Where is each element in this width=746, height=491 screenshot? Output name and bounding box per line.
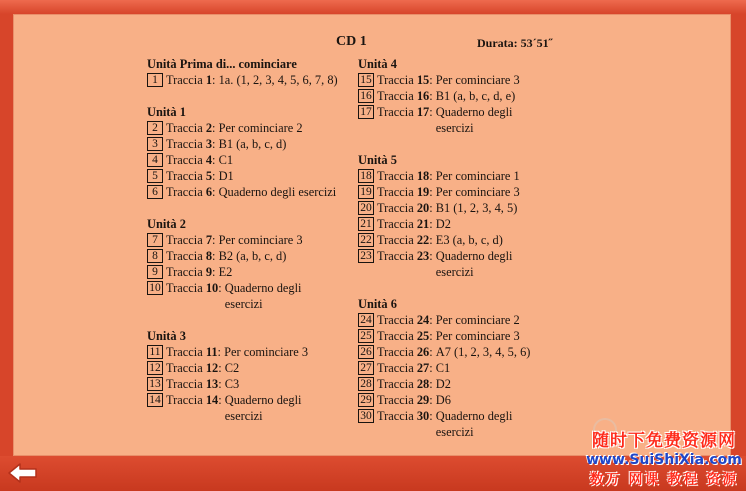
- track-description: B1 (a, b, c, d): [218, 137, 287, 151]
- circle-decoration: [593, 418, 617, 442]
- track-label: Traccia 3:: [166, 137, 219, 151]
- track-word: Traccia: [166, 249, 203, 263]
- bottom-toolbar: [0, 456, 746, 491]
- track-description: Per cominciare 3: [435, 73, 520, 87]
- track-description: C2: [224, 361, 240, 375]
- track-number-bold: 14: [205, 393, 219, 407]
- track-row[interactable]: [147, 120, 357, 136]
- track-row[interactable]: [358, 200, 558, 216]
- track-word: Traccia: [377, 409, 414, 423]
- track-label: Traccia 19:: [377, 185, 436, 199]
- track-number-bold: 29: [416, 393, 430, 407]
- track-number-bold: 16: [416, 89, 430, 103]
- track-number-box: 3: [147, 137, 163, 151]
- track-description: Per cominciare 3: [435, 329, 520, 343]
- track-description: Per cominciare 1: [435, 169, 520, 183]
- track-number-box: 2: [147, 121, 163, 135]
- track-row[interactable]: [147, 184, 357, 200]
- track-label: Traccia 24:: [377, 313, 436, 327]
- track-label: Traccia 27:: [377, 361, 436, 375]
- track-word: Traccia: [166, 233, 203, 247]
- track-number-box: 1: [147, 73, 163, 87]
- track-number-bold: 10: [205, 281, 219, 295]
- track-word: Traccia: [377, 105, 414, 119]
- track-number-bold: 12: [205, 361, 219, 375]
- track-description: B1 (a, b, c, d, e): [435, 89, 516, 103]
- cd-title: CD 1: [336, 34, 367, 49]
- track-word: Traccia: [377, 89, 414, 103]
- track-row[interactable]: [358, 408, 558, 440]
- track-description: D2: [435, 377, 451, 391]
- track-number-box: 8: [147, 249, 163, 263]
- track-row[interactable]: [147, 168, 357, 184]
- track-description: Per cominciare 3: [224, 345, 309, 359]
- track-row[interactable]: [358, 312, 558, 328]
- track-label: Traccia 2:: [166, 121, 219, 135]
- track-description: Quaderno degli esercizi: [435, 105, 513, 135]
- track-label: Traccia 22:: [377, 233, 436, 247]
- unit-group: [147, 56, 357, 88]
- track-label: Traccia 13:: [166, 377, 225, 391]
- track-number-bold: 23: [416, 249, 430, 263]
- track-row[interactable]: [147, 72, 357, 88]
- back-button[interactable]: [6, 460, 40, 486]
- unit-group: [147, 216, 357, 312]
- track-label: Traccia 17:: [377, 105, 436, 119]
- track-row[interactable]: [358, 232, 558, 248]
- watermark-line-2: www.SuiShiXia.com: [586, 452, 742, 468]
- track-description: Quaderno degli esercizi: [224, 281, 302, 311]
- duration-label: Durata: 53´51˝: [477, 36, 553, 50]
- track-number-bold: 28: [416, 377, 430, 391]
- track-word: Traccia: [377, 393, 414, 407]
- track-description: Per cominciare 3: [435, 185, 520, 199]
- track-description: Quaderno degli esercizi: [435, 249, 513, 279]
- track-word: Traccia: [377, 73, 414, 87]
- track-number-box: 18: [358, 169, 374, 183]
- track-word: Traccia: [377, 169, 414, 183]
- track-number-box: 12: [147, 361, 163, 375]
- track-number-box: 28: [358, 377, 374, 391]
- track-description: Per cominciare 2: [218, 121, 303, 135]
- track-row[interactable]: [358, 168, 558, 184]
- track-label: Traccia 29:: [377, 393, 436, 407]
- track-number-bold: 17: [416, 105, 430, 119]
- track-label: Traccia 7:: [166, 233, 219, 247]
- track-description: C1: [435, 361, 451, 375]
- track-description: Quaderno degli esercizi: [435, 409, 513, 439]
- track-description: Per cominciare 2: [435, 313, 520, 327]
- track-number-bold: 8: [205, 249, 213, 263]
- track-word: Traccia: [377, 329, 414, 343]
- track-number-bold: 7: [205, 233, 213, 247]
- track-number-bold: 3: [205, 137, 213, 151]
- track-label: Traccia 25:: [377, 329, 436, 343]
- track-label: Traccia 28:: [377, 377, 436, 391]
- track-number-bold: 18: [416, 169, 430, 183]
- track-number-box: 14: [147, 393, 163, 407]
- track-word: Traccia: [166, 361, 203, 375]
- track-description: D1: [218, 169, 234, 183]
- track-label: Traccia 18:: [377, 169, 436, 183]
- track-row[interactable]: [147, 280, 357, 312]
- track-number-box: 4: [147, 153, 163, 167]
- track-number-box: 7: [147, 233, 163, 247]
- track-label: Traccia 26:: [377, 345, 436, 359]
- track-description: C3: [224, 377, 240, 391]
- watermark-line-3: 数万 网课 教程 资源: [589, 472, 739, 488]
- track-label: Traccia 12:: [166, 361, 225, 375]
- track-number-box: 21: [358, 217, 374, 231]
- track-row[interactable]: [358, 72, 558, 88]
- track-number-bold: 9: [205, 265, 213, 279]
- track-word: Traccia: [377, 185, 414, 199]
- track-label: Traccia 23:: [377, 249, 436, 263]
- track-word: Traccia: [377, 217, 414, 231]
- track-word: Traccia: [166, 345, 203, 359]
- track-number-box: 5: [147, 169, 163, 183]
- track-number-bold: 21: [416, 217, 430, 231]
- track-row[interactable]: [358, 216, 558, 232]
- track-number-bold: 6: [205, 185, 213, 199]
- track-number-box: 16: [358, 89, 374, 103]
- unit-title: Unità 1: [147, 105, 186, 119]
- track-label: Traccia 9:: [166, 265, 219, 279]
- track-number-box: 10: [147, 281, 163, 295]
- track-description: Quaderno degli esercizi: [224, 393, 302, 423]
- track-row[interactable]: [358, 328, 558, 344]
- track-number-bold: 22: [416, 233, 430, 247]
- unit-group: [358, 296, 558, 440]
- track-description: E3 (a, b, c, d): [435, 233, 503, 247]
- track-number-bold: 4: [205, 153, 213, 167]
- unit-title: Unità Prima di... cominciare: [147, 57, 297, 71]
- track-number-bold: 13: [205, 377, 219, 391]
- track-description: Per cominciare 3: [218, 233, 303, 247]
- track-number-bold: 19: [416, 185, 430, 199]
- track-number-bold: 1: [205, 73, 213, 87]
- track-word: Traccia: [166, 153, 203, 167]
- track-description: E2: [218, 265, 233, 279]
- track-number-bold: 26: [416, 345, 430, 359]
- track-label: Traccia 5:: [166, 169, 219, 183]
- track-word: Traccia: [166, 121, 203, 135]
- track-row[interactable]: [147, 376, 357, 392]
- track-number-box: 29: [358, 393, 374, 407]
- track-row[interactable]: [358, 184, 558, 200]
- unit-title: Unità 4: [358, 57, 397, 71]
- track-label: Traccia 15:: [377, 73, 436, 87]
- track-number-box: 15: [358, 73, 374, 87]
- track-number-bold: 24: [416, 313, 430, 327]
- track-row[interactable]: [358, 360, 558, 376]
- track-number-box: 6: [147, 185, 163, 199]
- track-number-bold: 20: [416, 201, 430, 215]
- track-row[interactable]: [358, 104, 558, 136]
- track-label: Traccia 6:: [166, 185, 219, 199]
- track-word: Traccia: [377, 361, 414, 375]
- unit-group: [147, 104, 357, 200]
- track-word: Traccia: [377, 249, 414, 263]
- track-row[interactable]: [358, 88, 558, 104]
- track-row[interactable]: [147, 264, 357, 280]
- track-number-bold: 15: [416, 73, 430, 87]
- track-description: C1: [218, 153, 234, 167]
- track-number-box: 20: [358, 201, 374, 215]
- track-label: Traccia 1:: [166, 73, 219, 87]
- track-number-box: 19: [358, 185, 374, 199]
- track-label: Traccia 8:: [166, 249, 219, 263]
- track-number-bold: 5: [205, 169, 213, 183]
- track-word: Traccia: [377, 313, 414, 327]
- unit-title: Unità 3: [147, 329, 186, 343]
- track-number-bold: 30: [416, 409, 430, 423]
- unit-title: Unità 2: [147, 217, 186, 231]
- unit-group: [358, 56, 558, 136]
- track-word: Traccia: [166, 137, 203, 151]
- track-label: Traccia 11:: [166, 345, 225, 359]
- track-number-box: 22: [358, 233, 374, 247]
- track-word: Traccia: [166, 265, 203, 279]
- track-row[interactable]: [147, 248, 357, 264]
- track-number-box: 27: [358, 361, 374, 375]
- track-label: Traccia 4:: [166, 153, 219, 167]
- track-number-bold: 27: [416, 361, 430, 375]
- back-arrow-icon: [7, 462, 39, 484]
- track-word: Traccia: [166, 377, 203, 391]
- unit-title: Unità 5: [358, 153, 397, 167]
- track-description: B2 (a, b, c, d): [218, 249, 287, 263]
- track-row[interactable]: [147, 344, 357, 360]
- track-row[interactable]: [358, 344, 558, 360]
- track-label: Traccia 14:: [166, 393, 225, 407]
- track-label: Traccia 21:: [377, 217, 436, 231]
- track-word: Traccia: [166, 73, 203, 87]
- window-frame-top: [0, 0, 746, 14]
- track-number-bold: 2: [205, 121, 213, 135]
- track-row[interactable]: [147, 360, 357, 376]
- track-number-box: 23: [358, 249, 374, 263]
- track-description: B1 (1, 2, 3, 4, 5): [435, 201, 518, 215]
- track-label: Traccia 30:: [377, 409, 436, 423]
- track-number-box: 11: [147, 345, 163, 359]
- track-word: Traccia: [377, 345, 414, 359]
- watermark-line-1: 随时下免费资源网: [592, 431, 736, 451]
- track-row[interactable]: [147, 152, 357, 168]
- track-description: Quaderno degli esercizi: [218, 185, 337, 199]
- track-row[interactable]: [147, 232, 357, 248]
- track-column-left: [147, 56, 357, 440]
- unit-title: Unità 6: [358, 297, 397, 311]
- track-word: Traccia: [166, 169, 203, 183]
- track-description: D2: [435, 217, 451, 231]
- track-label: Traccia 10:: [166, 281, 225, 295]
- track-number-box: 30: [358, 409, 374, 423]
- track-column-right: [358, 56, 558, 456]
- track-number-box: 26: [358, 345, 374, 359]
- track-number-box: 13: [147, 377, 163, 391]
- track-description: 1a. (1, 2, 3, 4, 5, 6, 7, 8): [218, 73, 338, 87]
- track-word: Traccia: [377, 201, 414, 215]
- track-row[interactable]: [358, 248, 558, 280]
- track-word: Traccia: [377, 233, 414, 247]
- track-number-box: 24: [358, 313, 374, 327]
- track-number-bold: 11: [205, 345, 218, 359]
- track-number-box: 17: [358, 105, 374, 119]
- track-label: Traccia 20:: [377, 201, 436, 215]
- track-word: Traccia: [377, 377, 414, 391]
- track-number-box: 25: [358, 329, 374, 343]
- track-row[interactable]: [358, 376, 558, 392]
- track-word: Traccia: [166, 185, 203, 199]
- track-row[interactable]: [147, 136, 357, 152]
- track-number-bold: 25: [416, 329, 430, 343]
- track-label: Traccia 16:: [377, 89, 436, 103]
- track-number-box: 9: [147, 265, 163, 279]
- unit-group: [358, 152, 558, 280]
- track-description: D6: [435, 393, 451, 407]
- track-row[interactable]: [358, 392, 558, 408]
- unit-group: [147, 328, 357, 424]
- track-word: Traccia: [166, 393, 203, 407]
- track-word: Traccia: [166, 281, 203, 295]
- track-description: A7 (1, 2, 3, 4, 5, 6): [435, 345, 531, 359]
- track-row[interactable]: [147, 392, 357, 424]
